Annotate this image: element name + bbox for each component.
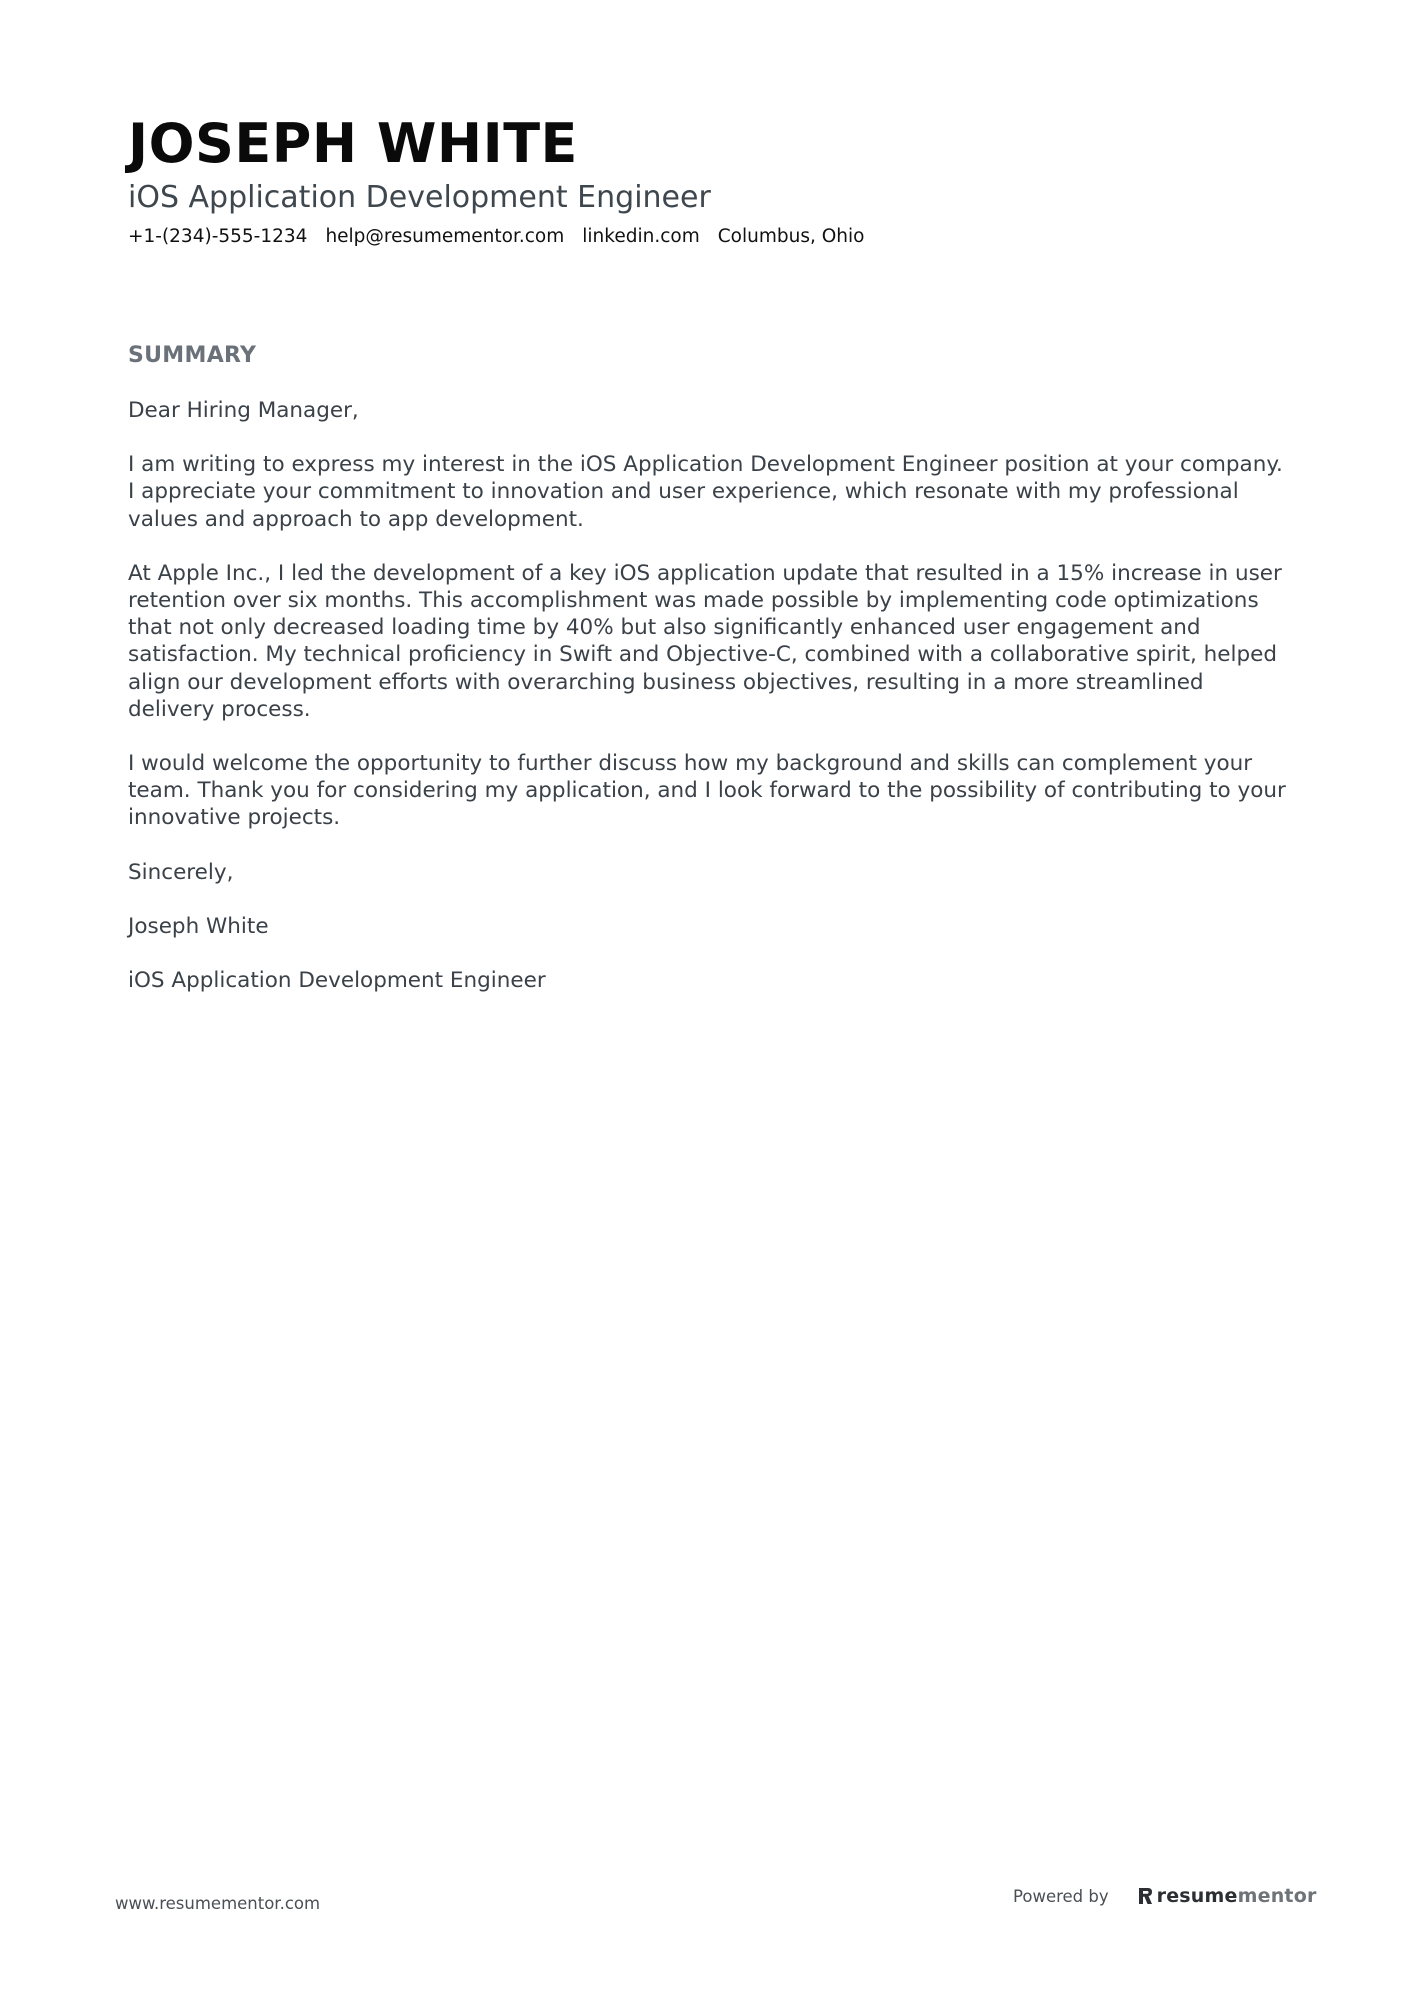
letter-closing: Sincerely, [128,859,234,885]
contact-line [128,226,1278,247]
contact-linkedin[interactable]: linkedin.com [582,226,700,247]
brand-wordmark [1157,1885,1317,1907]
contact-phone: +1-(234)-555-1234 [128,226,308,247]
powered-by-label: Powered by [1013,1886,1109,1906]
resumementor-logo-icon [1137,1886,1153,1906]
letter-salutation: Dear Hiring Manager, [128,398,359,423]
letter-paragraph: At Apple Inc., I led the development of a key iOS application update that resulted in a 15% increase in user retention over six months. This accomplishment was made possible by implementing code optimizations that not only decreased loading time by 40% but also significantly enhanced user engagement and satisfaction. My technical proficiency in Swift and Objective-C, combined with a collaborative spirit, helped align our development efforts with overarching business objectives, resulting in a more streamlined delivery process. [128,560,1282,722]
candidate-name: JOSEPH WHITE [128,112,578,175]
brand-wordmark-part1: resume [1156,1885,1238,1907]
header [128,112,1278,247]
section-title-summary: SUMMARY [128,343,257,368]
brand-logo[interactable] [1137,1885,1317,1907]
brand-wordmark-part2: mentor [1237,1885,1317,1907]
footer-website-link[interactable]: www.resumementor.com [115,1894,321,1913]
contact-location: Columbus, Ohio [717,226,865,247]
footer-branding [1013,1885,1317,1907]
letter-paragraph: I am writing to express my interest in the iOS Application Development Engineer position at your company. I appreciate your commitment to innovation and user experience, which resonate with my professional values and approach to app development. [128,452,1283,532]
letter-body [128,397,1288,1021]
letter-paragraph: I would welcome the opportunity to further discuss how my background and skills can complement your team. Thank you for considering my application, and I look forward to the possibility of contributing to your innovative projects. [128,751,1286,831]
contact-email[interactable]: help@resumementor.com [325,226,565,247]
signature-title: iOS Application Development Engineer [128,968,546,994]
signature-name: Joseph White [128,913,269,939]
candidate-role: iOS Application Development Engineer [128,180,711,215]
